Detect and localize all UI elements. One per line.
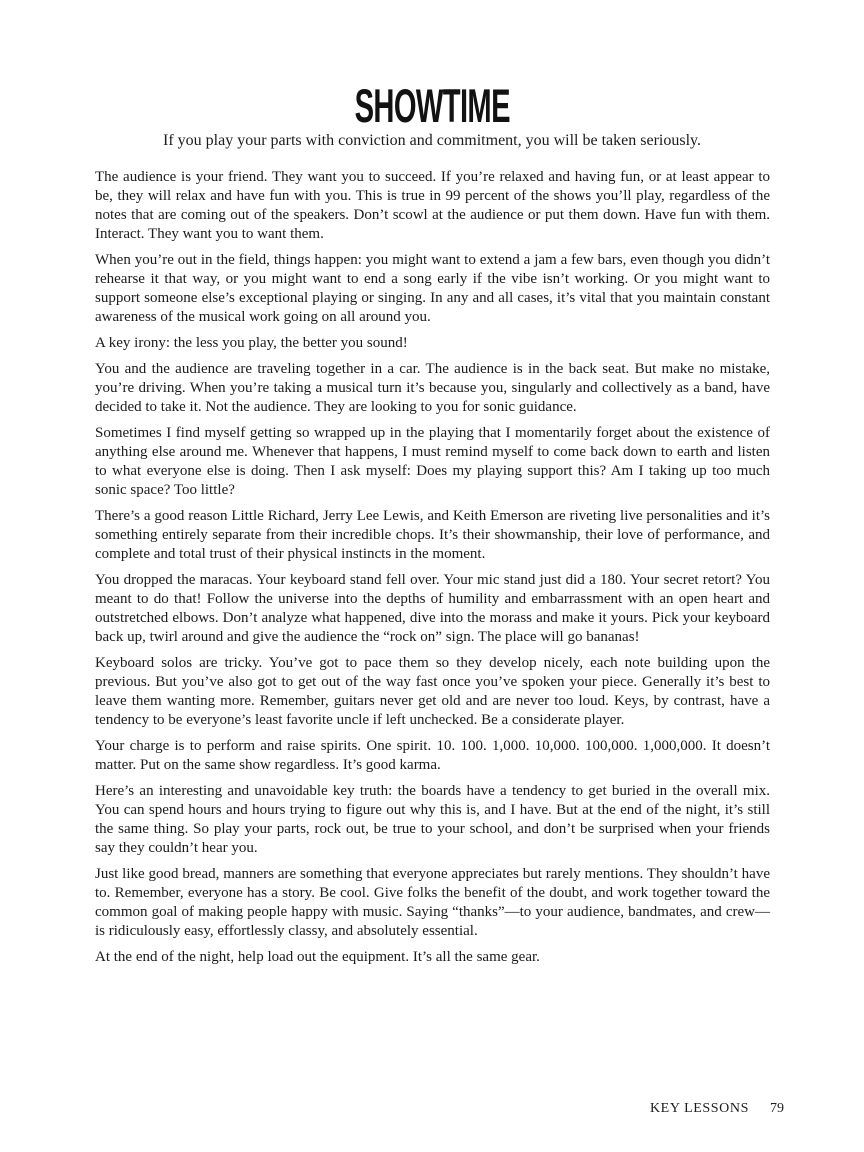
paragraph: You dropped the maracas. Your keyboard stand fell over. Your mic stand just did a 180. Your secret retort? You meant to do that! Follow the universe into the depths of humility and embarrassment with an open heart and outstretched elbows. Don’t analyze what happened, dive into the morass and make it yours. Pick your keyboard back up, twirl around and give the audience the “rock on” sign. The place will go bananas! bbox=[95, 572, 770, 645]
page-number: 79 bbox=[770, 1101, 784, 1116]
chapter-header bbox=[0, 0, 864, 150]
paragraph: Sometimes I find myself getting so wrapped up in the playing that I momentarily forget about the existence of anything else around me. Whenever that happens, I must remind myself to come back down to earth and listen to what everyone else is doing. Then I ask myself: Does my playing support this? Am I taking up too much sonic space? Too little? bbox=[95, 425, 770, 498]
page-footer bbox=[650, 1101, 784, 1117]
paragraph: Your charge is to perform and raise spirits. One spirit. 10. 100. 1,000. 10,000. 100,000. 1,000,000. It doesn’t matter. Put on the same show regardless. It’s good karma. bbox=[95, 738, 770, 773]
paragraph: When you’re out in the field, things happen: you might want to extend a jam a few bars, even though you didn’t rehearse it that way, or you might want to end a song early if the vibe isn’t working. Or you might want to support someone else’s exceptional playing or singing. In any and all cases, it’s vital that you maintain constant awareness of the musical work going on all around you. bbox=[95, 252, 770, 325]
paragraph: Keyboard solos are tricky. You’ve got to pace them so they develop nicely, each note building upon the previous. But you’ve also got to get out of the way fast once you’ve spoken your piece. Generally it’s best to leave them wanting more. Remember, guitars never get old and are never too loud. Keys, by contrast, have a tendency to be everyone’s least favorite uncle if left unchecked. Be a considerate player. bbox=[95, 655, 770, 728]
paragraph: The audience is your friend. They want you to succeed. If you’re relaxed and having fun, or at least appear to be, they will relax and have fun with you. This is true in 99 percent of the shows you’ll play, regardless of the notes that are coming out of the speakers. Don’t scowl at the audience or put them down. Have fun with them. Interact. They want you to want them. bbox=[95, 169, 770, 242]
chapter-body bbox=[95, 168, 770, 967]
chapter-subtitle: If you play your parts with conviction and commitment, you will be taken seriously. bbox=[163, 132, 701, 149]
paragraph: You and the audience are traveling together in a car. The audience is in the back seat. But make no mistake, you’re driving. When you’re taking a musical turn it’s because you, singularly and collectively as a band, have decided to take it. Not the audience. They are looking to you for sonic guidance. bbox=[95, 361, 770, 415]
paragraph: There’s a good reason Little Richard, Jerry Lee Lewis, and Keith Emerson are riveting live personalities and it’s something entirely separate from their incredible chops. It’s their showmanship, their love of performance, and complete and total trust of their physical instincts in the moment. bbox=[95, 508, 770, 562]
paragraph: Just like good bread, manners are something that everyone appreciates but rarely mentions. They shouldn’t have to. Remember, everyone has a story. Be cool. Give folks the benefit of the doubt, and work together toward the common goal of making people happy with music. Saying “thanks”—to your audience, bandmates, and crew—is ridiculously easy, effortlessly classy, and absolutely essential. bbox=[95, 866, 770, 939]
chapter-title: SHOWTIME bbox=[354, 79, 510, 132]
paragraph: At the end of the night, help load out the equipment. It’s all the same gear. bbox=[95, 949, 540, 965]
running-footer-section: KEY LESSONS bbox=[649, 1101, 749, 1116]
paragraph: A key irony: the less you play, the better you sound! bbox=[95, 335, 408, 351]
paragraph: Here’s an interesting and unavoidable key truth: the boards have a tendency to get buried in the overall mix. You can spend hours and hours trying to figure out why this is, and I have. But at the end of the night, it’s still the same thing. So play your parts, rock out, be true to your school, and don’t be surprised when your friends say they couldn’t hear you. bbox=[95, 783, 770, 856]
